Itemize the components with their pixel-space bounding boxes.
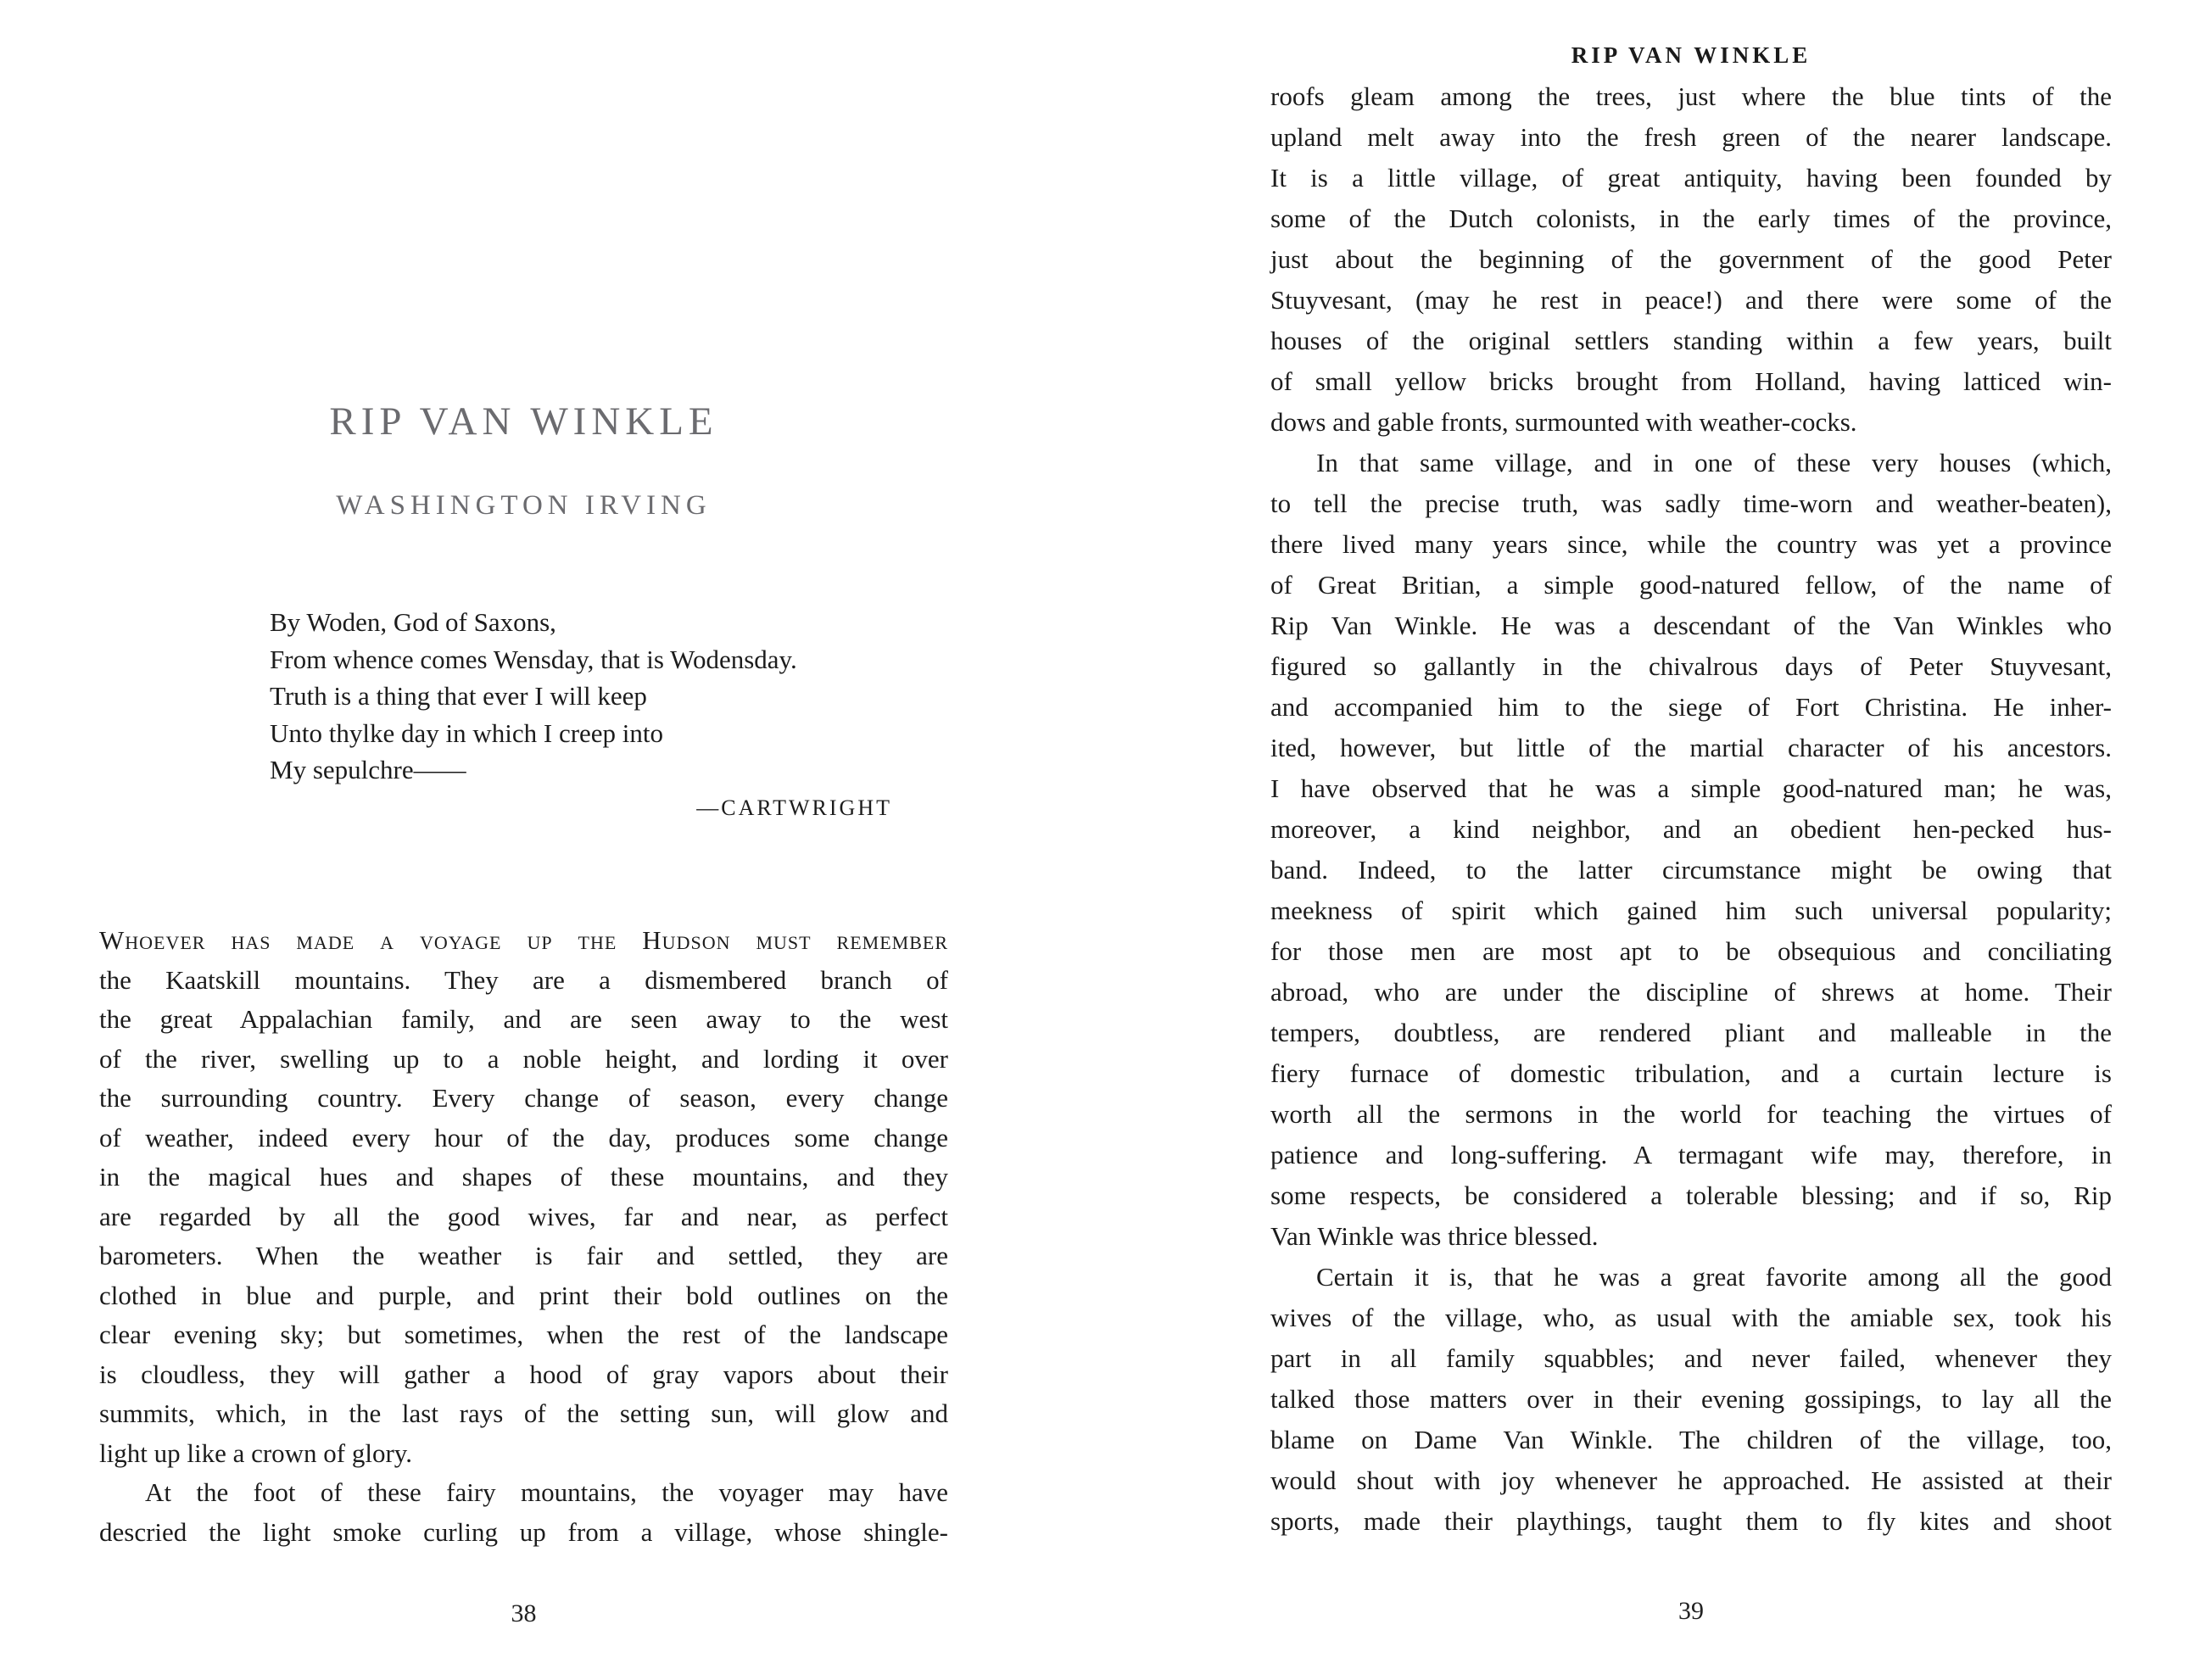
body-line: part in all family squabbles; and never failed, whenever they	[1270, 1343, 2112, 1373]
body-line: to tell the precise truth, was sadly time-worn and weather-beaten),	[1270, 488, 2112, 518]
body-line: ited, however, but little of the martial character of his ancestors.	[1270, 733, 2112, 762]
body-line: At the foot of these fairy mountains, the voyager may have	[145, 1477, 948, 1507]
body-line: worth all the sermons in the world for teaching the virtues of	[1270, 1099, 2112, 1129]
body-text-right	[1270, 76, 2112, 1542]
page-number: 38	[511, 1599, 537, 1627]
epigraph-line: My sepulchre——	[270, 755, 466, 784]
body-line: sports, made their playthings, taught them to fly kites and shoot	[1270, 1506, 2112, 1536]
body-line: dows and gable fronts, surmounted with weather-cocks.	[1270, 407, 1857, 437]
body-line: barometers. When the weather is fair and settled, they are	[99, 1241, 948, 1270]
body-line: the great Appalachian family, and are seen away to the west	[99, 1004, 948, 1034]
body-line: upland melt away into the fresh green of the nearer landscape.	[1270, 122, 2112, 152]
body-line: light up like a crown of glory.	[99, 1437, 413, 1468]
body-line: would shout with joy whenever he approached. He assisted at their	[1270, 1465, 2112, 1495]
body-paragraph	[1270, 76, 2112, 443]
epigraph-line: Truth is a thing that ever I will keep	[270, 681, 647, 711]
body-line: of small yellow bricks brought from Holland, having latticed win-	[1270, 366, 2112, 396]
body-line: It is a little village, of great antiquity, having been founded by	[1270, 163, 2112, 193]
body-line: wives of the village, who, as usual with the amiable sex, took his	[1270, 1303, 2112, 1332]
page-number: 39	[1678, 1597, 1704, 1625]
epigraph-line: Unto thylke day in which I creep into	[270, 717, 664, 748]
body-line: In that same village, and in one of these very houses (which,	[1316, 448, 2112, 477]
body-line: some respects, be considered a tolerable blessing; and if so, Rip	[1270, 1180, 2112, 1210]
body-line: I have observed that he was a simple good-natured man; he was,	[1270, 773, 2112, 803]
body-line: are regarded by all the good wives, far and near, as perfect	[99, 1201, 948, 1231]
body-line: the Kaatskill mountains. They are a dismembered branch of	[99, 964, 948, 995]
body-line: and accompanied him to the siege of Fort Christina. He inher-	[1270, 692, 2112, 722]
body-line: is cloudless, they will gather a hood of gray vapors about their	[99, 1359, 948, 1389]
body-line: just about the beginning of the government of the good Peter	[1270, 244, 2112, 274]
book-page-right	[1270, 0, 2112, 1680]
body-line: talked those matters over in their evening gossipings, to lay all the	[1270, 1384, 2112, 1414]
body-line: of the river, swelling up to a noble height, and lording it over	[99, 1043, 948, 1074]
body-line: figured so gallantly in the chivalrous days of Peter Stuyvesant,	[1270, 651, 2112, 681]
body-paragraph	[1270, 1257, 2112, 1542]
epigraph-attribution: —CARTWRIGHT	[696, 795, 892, 820]
body-line: descried the light smoke curling up from a village, whose shingle-	[99, 1516, 948, 1547]
body-line: Whoever has made a voyage up the Hudson must remember	[99, 925, 948, 955]
running-head: RIP VAN WINKLE	[1571, 42, 1811, 68]
body-line: clear evening sky; but sometimes, when the rest of the landscape	[99, 1320, 948, 1349]
book-page-left	[99, 0, 948, 1680]
body-line: patience and long-suffering. A termagant wife may, therefore, in	[1270, 1140, 2112, 1169]
epigraph-line: From whence comes Wensday, that is Wodensday.	[270, 644, 797, 674]
body-line: of weather, indeed every hour of the day, produces some change	[99, 1122, 948, 1153]
body-line: of Great Britian, a simple good-natured fellow, of the name of	[1270, 570, 2112, 600]
body-line: Rip Van Winkle. He was a descendant of the Van Winkles who	[1270, 611, 2112, 640]
body-line: fiery furnace of domestic tribulation, and a curtain lecture is	[1270, 1058, 2112, 1088]
body-text-left	[99, 921, 948, 1552]
chapter-author: WASHINGTON IRVING	[336, 490, 712, 521]
body-line: blame on Dame Van Winkle. The children of the village, too,	[1270, 1425, 2112, 1454]
body-line: some of the Dutch colonists, in the early times of the province,	[1270, 204, 2112, 233]
body-line: in the magical hues and shapes of these mountains, and they	[99, 1162, 948, 1192]
body-paragraph	[99, 1473, 948, 1552]
body-line: moreover, a kind neighbor, and an obedient hen-pecked hus-	[1270, 814, 2112, 844]
body-paragraph	[1270, 443, 2112, 1257]
body-line: roofs gleam among the trees, just where the blue tints of the	[1270, 81, 2112, 111]
body-line: band. Indeed, to the latter circumstance might be owing that	[1270, 855, 2112, 885]
body-line: there lived many years since, while the country was yet a province	[1270, 529, 2112, 559]
body-line: meekness of spirit which gained him such universal popularity;	[1270, 896, 2112, 925]
body-paragraph	[99, 921, 948, 1473]
epigraph	[270, 604, 914, 789]
body-line: tempers, doubtless, are rendered pliant and malleable in the	[1270, 1018, 2112, 1047]
body-line: Van Winkle was thrice blessed.	[1270, 1221, 1599, 1251]
body-line: houses of the original settlers standing within a few years, built	[1270, 326, 2112, 355]
body-line: abroad, who are under the discipline of shrews at home. Their	[1270, 977, 2112, 1007]
body-line: Certain it is, that he was a great favorite among all the good	[1316, 1262, 2112, 1292]
epigraph-line: By Woden, God of Saxons,	[270, 607, 556, 637]
body-line: clothed in blue and purple, and print their bold outlines on the	[99, 1280, 948, 1310]
body-line: Stuyvesant, (may he rest in peace!) and there were some of the	[1270, 285, 2112, 315]
body-line: for those men are most apt to be obsequious and conciliating	[1270, 936, 2112, 966]
body-line: summits, which, in the last rays of the setting sun, will glow and	[99, 1398, 948, 1428]
body-line: the surrounding country. Every change of season, every change	[99, 1083, 948, 1113]
chapter-title: RIP VAN WINKLE	[329, 399, 718, 444]
